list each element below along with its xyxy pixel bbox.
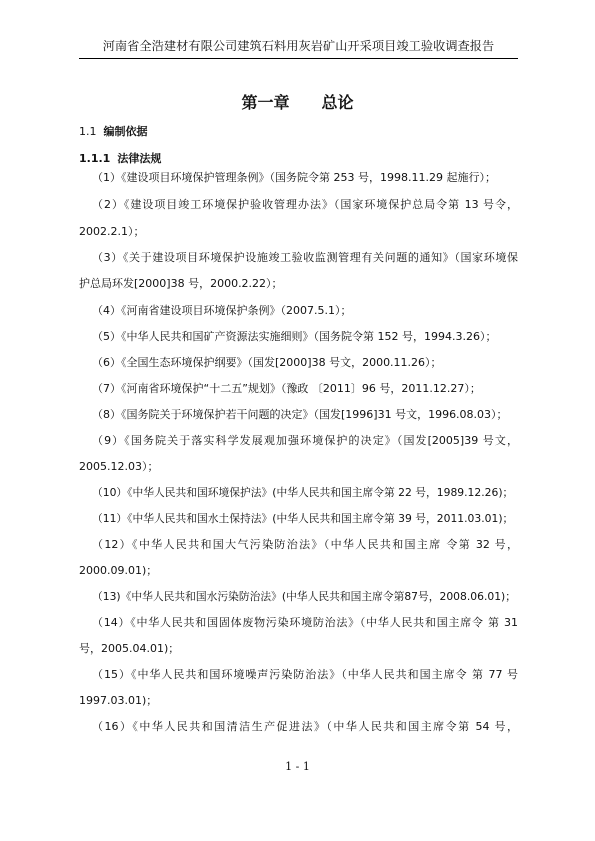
body-line-22: （16）《中华人民共和国清洁生产促进法》（中华人民共和国主席令第 54 号，	[92, 720, 518, 733]
body-line-2: （2）《建设项目竣工环境保护验收管理办法》（国家环境保护总局令第 13 号令，	[92, 198, 518, 211]
subsection-title: 法律法规	[117, 152, 162, 165]
body-line-8: （6）《全国生态环境保护纲要》（国发[2000]38 号文，2000.11.26）；	[92, 356, 442, 369]
body-line-9: （7）《河南省环境保护“十二五”规划》（豫政 〔2011〕96 号，2011.12.27）；	[92, 382, 481, 395]
body-line-7: （5）《中华人民共和国矿产资源法实施细则》（国务院令第 152 号，1994.3.26）；	[92, 330, 497, 343]
subsection-heading	[79, 150, 161, 166]
body-line-6: （4）《河南省建设项目环境保护条例》（2007.5.1）；	[92, 304, 352, 317]
body-line-11: （9）《国务院关于落实科学发展观加强环境保护的决定》（国发[2005]39 号文，	[92, 434, 518, 447]
body-line-17: （13)《中华人民共和国水污染防治法》(中华人民共和国主席令第87号，2008.06.01)；	[92, 590, 516, 603]
section-number: 1.1	[79, 125, 97, 138]
body-line-13: （10）《中华人民共和国环境保护法》(中华人民共和国主席令第 22 号，1989.12.26)；	[92, 486, 514, 499]
body-line-18: （14）《中华人民共和国固体废物污染环境防治法》（中华人民共和国主席令 第 31	[92, 616, 518, 629]
body-line-14: （11）《中华人民共和国水土保持法》(中华人民共和国主席令第 39 号，2011.03.01)；	[92, 512, 514, 525]
body-line-10: （8）《国务院关于环境保护若干问题的决定》（国发[1996]31 号文，1996.08.03）；	[92, 408, 508, 421]
section-heading	[79, 123, 148, 139]
body-line-4: （3）《关于建设项目环境保护设施竣工验收监测管理有关问题的通知》（国家环境保	[92, 251, 518, 264]
section-title: 编制依据	[103, 125, 148, 138]
body-line-3: 2002.2.1）；	[79, 225, 145, 238]
chapter-title: 第一章 总论	[241, 93, 354, 112]
body-line-1: （1）《建设项目环境保护管理条例》（国务院令第 253 号，1998.11.29 起施行）；	[92, 171, 496, 184]
body-line-12: 2005.12.03）；	[79, 460, 159, 473]
page-number: 1 - 1	[285, 760, 310, 773]
body-line-16: 2000.09.01)；	[79, 564, 158, 577]
subsection-number: 1.1.1	[79, 152, 111, 165]
body-line-21: 1997.03.01)；	[79, 694, 158, 707]
body-line-5: 护总局环发[2000]38 号，2000.2.22）；	[79, 277, 283, 290]
body-line-20: （15）《中华人民共和国环境噪声污染防治法》（中华人民共和国主席令 第 77 号	[92, 668, 518, 681]
body-line-19: 号，2005.04.01)；	[79, 642, 180, 655]
body-line-15: （12）《中华人民共和国大气污染防治法》（中华人民共和国主席 令第 32 号，	[92, 538, 518, 551]
running-header: 河南省全浩建材有限公司建筑石料用灰岩矿山开采项目竣工验收调查报告	[102, 39, 495, 53]
header-rule	[79, 58, 518, 59]
